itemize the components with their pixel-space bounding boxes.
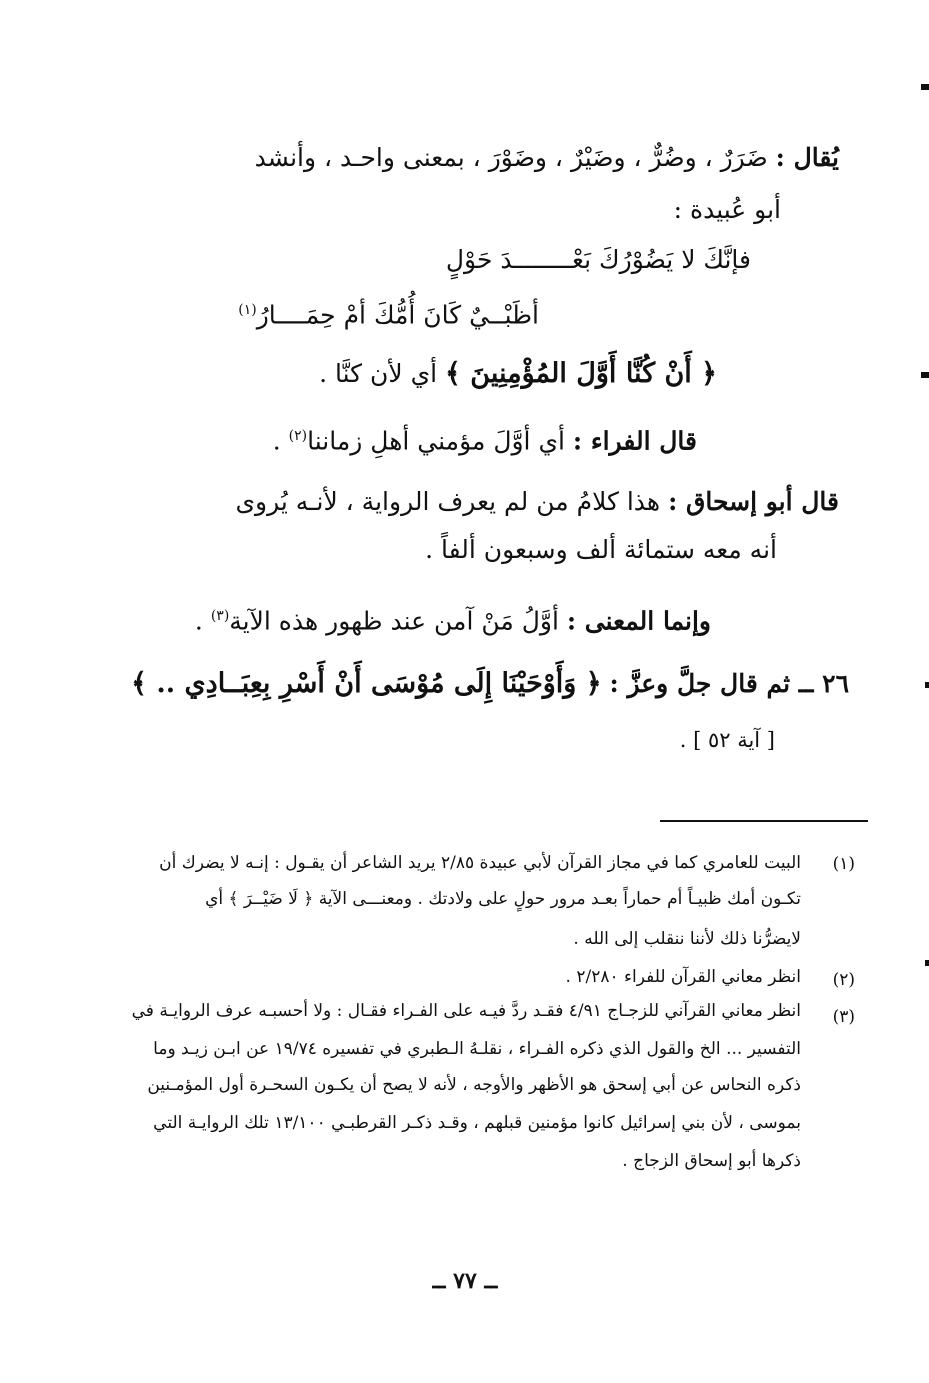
text-run: أي لأن كنَّا . (319, 359, 438, 388)
footnote-3-line-1: انظر معاني القرآني للزجـاج ٤/٩١ فقـد ردَّ فيـه على الفـراء فقـال : ولا أحسبـه عرف الروايـة في (131, 1001, 801, 1021)
footnote-number-2: (٢) (832, 970, 855, 990)
footnote-3-line-2: التفسير ... الخ والقول الذي ذكره الفـراء ، نقلـهُ الـطبري في تفسيره ١٩/٧٤ عن ابـن زيـد وما (153, 1039, 801, 1059)
footnote-ref-1: (١) (238, 302, 257, 318)
margin-mark-lower (925, 682, 929, 688)
text-run: . (272, 426, 289, 456)
poem-hemistich: فإنَّكَ لا يَضُوْرُكَ بَعْــــــــدَ حَوْلٍ (445, 245, 751, 274)
text-run: ضَرَرٌ ، وضُرٌّ ، وضَيْرٌ ، وضَوْرَ ، بمعنى واحـد ، وأنشد (254, 143, 768, 172)
margin-mark-bottom (925, 960, 929, 966)
text-run: أنه معه ستمائة ألف وسبعون ألفاً . (425, 535, 777, 564)
footnote-1-line-3: لايضرُّنا ذلك لأننا ننقلب إلى الله . (573, 929, 801, 949)
entry-26 (131, 664, 849, 704)
footnote-3-line-3: ذكره النحاس عن أبي إسحق هو الأظهر والأوجه ، لأنه لا يصح أن يكـون السحـرة أول المؤمـنين (147, 1075, 801, 1095)
text-run: هذا كلامُ من لم يعرف الرواية ، لأنـه يُروى (235, 487, 661, 516)
footnote-number-3: (٣) (832, 1007, 855, 1027)
author-label: قال الفراء : (572, 426, 697, 456)
author-label: قال أبو إسحاق : (668, 487, 839, 516)
poem-hemistich: أظَبْــيٌ كَانَ أُمُّكَ أمْ حِمَــــارُ (256, 300, 539, 330)
entry-label: ٢٦ ــ ثم قال جلَّ وعزَّ : (609, 669, 849, 698)
footnote-number-1: (١) (832, 854, 855, 874)
footnote-3-line-5: ذكرها أبو إسحاق الزجاج . (622, 1151, 801, 1171)
margin-mark-top (921, 84, 929, 90)
paragraph-5 (195, 596, 711, 641)
text-run: . (194, 606, 211, 636)
paragraph-2 (319, 354, 717, 394)
paragraph-4-line-2 (425, 530, 777, 570)
margin-mark-middle (921, 372, 929, 378)
footnote-ref-3: (٣) (210, 608, 230, 624)
poem-line-1 (446, 240, 751, 280)
paragraph-4-line-1 (235, 482, 839, 522)
footnote-3-line-4: بموسى ، لأن بني إسرائيل كانوا مؤمنين قبلهم ، وقـد ذكـر القرطبـي ١٣/١٠٠ تلك الروايـة التي (153, 1113, 801, 1133)
quran-verse: ﴿ أَنْ كُنَّا أَوَّلَ المُؤْمِنِينَ ﴾ (445, 358, 717, 389)
quran-verse: ﴿ وَأَوْحَيْنَا إِلَى مُوْسَى أَنْ أَسْرِ بِعِبَــادِي .. ﴾ (131, 668, 602, 699)
term-label: وإنما المعنى : (566, 606, 711, 636)
paragraph-1-line-2 (674, 190, 781, 230)
footnote-separator (660, 820, 868, 822)
ayah-ref: [ آية ٥٢ ] . (679, 728, 775, 752)
paragraph-3 (273, 416, 697, 461)
footnote-ref-2: (٢) (288, 428, 308, 444)
term-label: يُقال : (775, 143, 839, 172)
text-run: أي أوَّلَ مؤمني أهلِ زماننا (307, 426, 565, 456)
poem-line-2 (238, 290, 539, 335)
page-number: ــ ٧٧ ــ (432, 1268, 498, 1294)
text-run: أبو عُبيدة : (673, 195, 781, 224)
footnote-1-line-1: البيت للعامري كما في مجاز القرآن لأبي عبيدة ٢/٨٥ يريد الشاعر أن يقـول : إنـه لا يضرك أن (159, 853, 801, 873)
verse-reference (680, 720, 775, 760)
text-run: أوَّلُ مَنْ آمن عند ظهور هذه الآية (229, 606, 559, 636)
paragraph-1-line-1 (255, 138, 839, 178)
footnote-2-line-1: انظر معاني القرآن للفراء ٢/٢٨٠ . (565, 967, 801, 987)
footnote-1-line-2: تكـون أمك ظبيـاً أم حماراً بعـد مرور حولٍ على ولادتك . ومعنـــى الآية ﴿ لَا ضَيْــرَ ﴾ أي (205, 889, 801, 909)
